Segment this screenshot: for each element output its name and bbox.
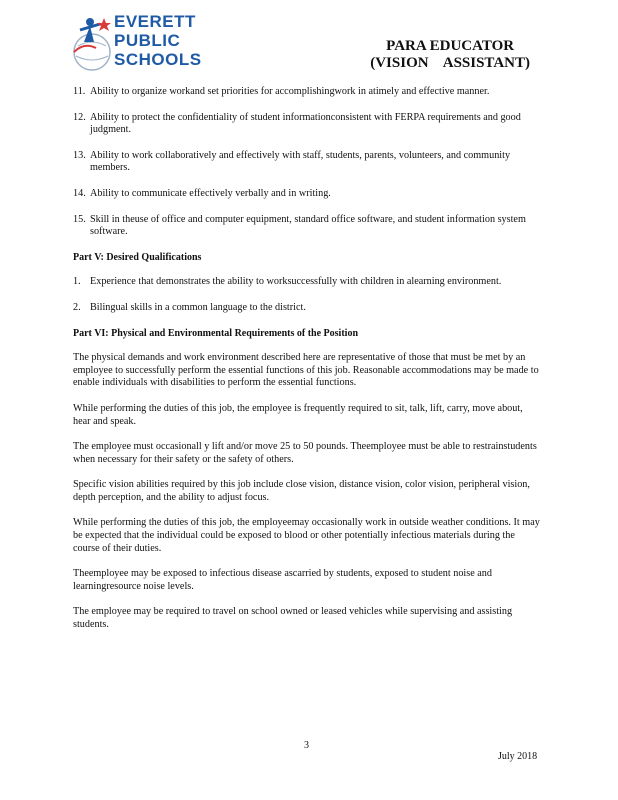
document-title	[370, 38, 530, 72]
list-item	[73, 112, 541, 137]
item-number: 11.	[73, 86, 86, 97]
list-item	[73, 86, 541, 99]
list-item	[73, 214, 541, 239]
item-text: Experience that demonstrates the ability to worksuccessfully with children in alearning environment.	[90, 276, 502, 288]
item-number: 12.	[73, 111, 86, 123]
district-logo	[70, 12, 250, 78]
paragraph: Specific vision abilities required by this job include close vision, distance vision, color vision, peripheral vision, depth perception, and the ability to adjust focus.	[73, 479, 530, 503]
item-number: 14.	[73, 187, 86, 199]
item-text: Bilingual skills in a common language to the district.	[90, 301, 306, 313]
logo-line: PUBLIC	[114, 31, 181, 50]
paragraph: While performing the duties of this job, the employee is frequently required to sit, talk, lift, carry, move about, hear and speak.	[73, 402, 523, 427]
page-number: 3	[304, 740, 309, 751]
title-line-2: (VISION ASSISTANT)	[370, 55, 530, 71]
footer-date: July 2018	[498, 751, 538, 762]
logo-text	[114, 12, 202, 69]
paragraph: Theemployee may be exposed to infectious disease ascarried by students, exposed to student noise and learningresource noise levels.	[73, 568, 492, 592]
item-text: Ability to communicate effectively verbally and in writing.	[90, 187, 331, 199]
item-number: 1.	[73, 276, 81, 288]
item-text: Ability to organize workand set priorities for accomplishingwork in atimely and effective manner.	[90, 86, 490, 97]
paragraph: The employee must occasionall y lift and/or move 25 to 50 pounds. Theemployee must be able to restrainstudents when necessary for their safety or the safety of others.	[73, 441, 537, 465]
paragraph: While performing the duties of this job, the employeemay occasionally work in outside weather conditions. It may be expected that the individual could be exposed to blood or other potentially infectious materials during the course of their duties.	[73, 517, 540, 554]
item-text: Ability to protect the confidentiality of student informationconsistent with FERPA requirements and good judgment.	[90, 111, 521, 136]
list-item	[73, 150, 541, 175]
item-number: 15.	[73, 213, 86, 225]
item-text: Ability to work collaboratively and effectively with staff, students, parents, volunteers, and community members.	[90, 149, 511, 174]
list-item	[73, 188, 541, 201]
item-number: 2.	[73, 301, 81, 313]
item-number: 13.	[73, 149, 86, 161]
section-heading: Part V: Desired Qualifications	[73, 251, 202, 263]
logo-emblem-icon	[70, 12, 114, 76]
title-line-1: PARA EDUCATOR	[386, 38, 515, 54]
paragraph: The employee may be required to travel on school owned or leased vehicles while supervising and assisting students.	[73, 606, 513, 631]
list-item	[73, 276, 541, 289]
logo-line: SCHOOLS	[114, 50, 202, 69]
paragraph: The physical demands and work environment described here are representative of those that must be met by an employee to successfully perform the essential functions of this job. Reasonable accommodations may be made to enable individuals with disabilities to perform the essential functions.	[73, 352, 539, 389]
logo-line: EVERETT	[114, 12, 196, 31]
list-item	[73, 302, 541, 315]
document-body	[73, 86, 541, 645]
section-heading: Part VI: Physical and Environmental Requirements of the Position	[73, 327, 359, 339]
item-text: Skill in theuse of office and computer equipment, standard office software, and student information system software.	[90, 213, 526, 238]
